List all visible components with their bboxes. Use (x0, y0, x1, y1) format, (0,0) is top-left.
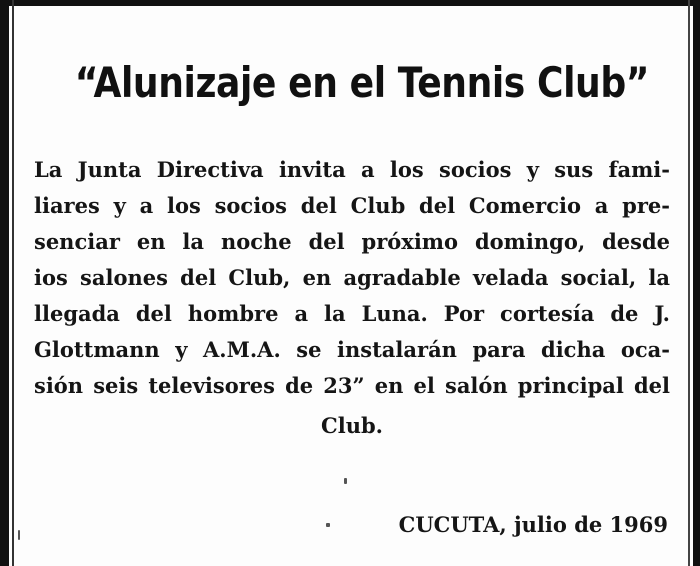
body-line: sión seis televisores de 23” en el salón principal del (34, 373, 670, 398)
left-border-rule (0, 0, 9, 566)
right-inner-rule (688, 0, 690, 566)
body-line: ios salones del Club, en agradable velada social, la (34, 265, 670, 290)
top-border-rule (0, 0, 700, 6)
headline: “Alunizaje en el Tennis Club” (74, 58, 650, 107)
body-line: liares y a los socios del Club del Comercio a pre- (34, 193, 670, 218)
print-speck (344, 478, 347, 484)
dateline: CUCUTA, julio de 1969 (398, 512, 668, 537)
body-line: senciar en la noche del próximo domingo, desde (34, 229, 670, 254)
right-border-rule (693, 0, 700, 566)
body-line: llegada del hombre a la Luna. Por cortesía de J. (34, 301, 670, 326)
body-line: Glottmann y A.M.A. se instalarán para dicha oca- (34, 337, 670, 362)
notice-body (34, 152, 670, 444)
body-line: La Junta Directiva invita a los socios y sus fami- (34, 157, 670, 182)
body-last-line: Club. (321, 413, 383, 438)
print-speck (326, 523, 330, 527)
left-inner-rule (12, 0, 14, 566)
print-speck (18, 530, 20, 540)
